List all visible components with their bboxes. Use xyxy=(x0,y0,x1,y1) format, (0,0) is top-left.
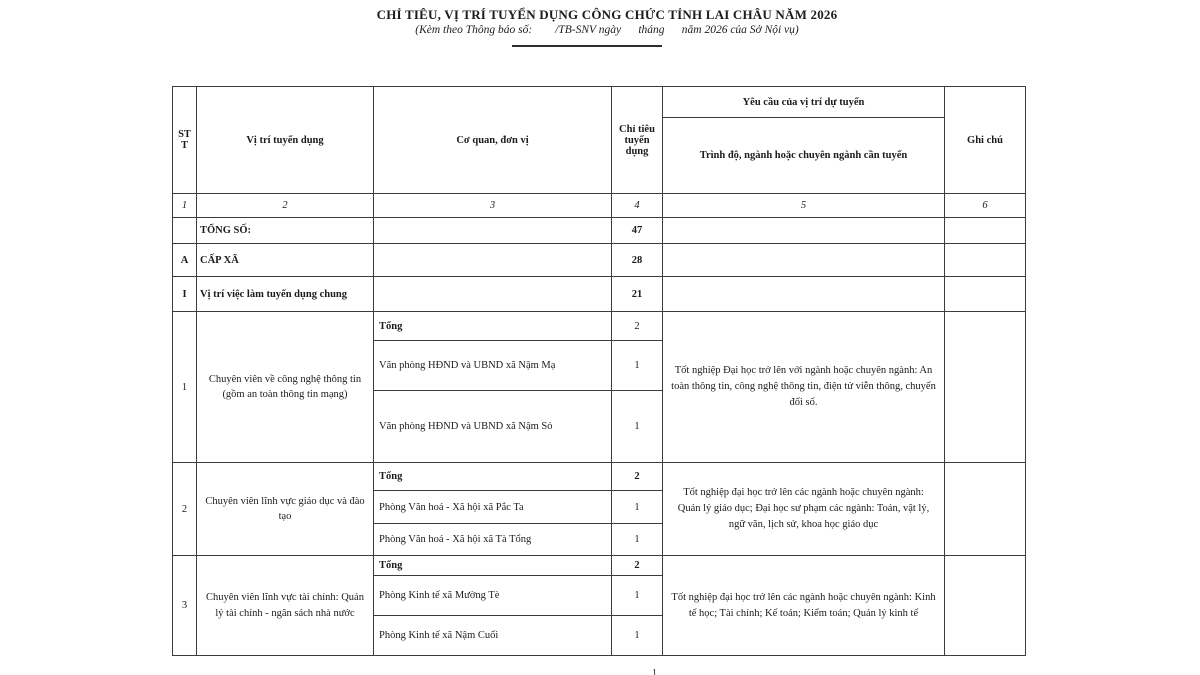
cell-note-empty xyxy=(945,277,1026,312)
header-cell-requirement: Trình độ, ngành hoặc chuyên ngành cần tuyển xyxy=(663,118,945,194)
cell-quota: 1 xyxy=(612,616,663,656)
cell-requirement-empty xyxy=(663,244,945,277)
cell-stt: 2 xyxy=(173,463,197,556)
cell-note xyxy=(945,556,1026,656)
cell-agency: Văn phòng HĐND và UBND xã Nậm Mạ xyxy=(374,341,612,391)
header-cell-position: Vị trí tuyển dụng xyxy=(197,87,374,194)
cell-note-empty xyxy=(945,218,1026,244)
cell-section-label: CẤP XÃ xyxy=(197,244,374,277)
recruitment-table xyxy=(172,86,1026,656)
cell-note-empty xyxy=(945,244,1026,277)
cell-agency: Phòng Kinh tế xã Mường Tè xyxy=(374,576,612,616)
cell-stt: 3 xyxy=(173,556,197,656)
cell-agency: Phòng Văn hoá - Xã hội xã Pắc Ta xyxy=(374,491,612,524)
cell-quota: 28 xyxy=(612,244,663,277)
cell-stt xyxy=(173,218,197,244)
cell-position: Chuyên viên lĩnh vực giáo dục và đào tạo xyxy=(197,463,374,556)
table-row xyxy=(173,312,1026,341)
cell-requirement-empty xyxy=(663,218,945,244)
header-cell-note: Ghi chú xyxy=(945,87,1026,194)
cell-quota: 2 xyxy=(612,463,663,491)
cell-requirement: Tốt nghiệp đại học trở lên các ngành hoặc chuyên ngành: Quản lý giáo dục; Đại học sư phạm các ngành: Toán, vật lý, ngữ văn, lịch sử, khoa học giáo dục xyxy=(663,463,945,556)
cell-quota: 2 xyxy=(612,556,663,576)
header-cell-quota: Chỉ tiêu tuyển dụng xyxy=(612,87,663,194)
cell-quota: 1 xyxy=(612,391,663,463)
cell-stt: A xyxy=(173,244,197,277)
cell-quota: 1 xyxy=(612,524,663,556)
header-cell-requirement-group: Yêu cầu của vị trí dự tuyển xyxy=(663,87,945,118)
cell-quota: 2 xyxy=(612,312,663,341)
column-number: 6 xyxy=(945,194,1026,218)
table-row xyxy=(173,277,1026,312)
cell-subtotal-label: Tổng xyxy=(374,312,612,341)
cell-note xyxy=(945,463,1026,556)
cell-quota: 21 xyxy=(612,277,663,312)
column-number: 1 xyxy=(173,194,197,218)
cell-subtotal-label: Tổng xyxy=(374,556,612,576)
cell-total-label: TỔNG SỐ: xyxy=(197,218,374,244)
cell-agency: Phòng Văn hoá - Xã hội xã Tà Tổng xyxy=(374,524,612,556)
cell-requirement: Tốt nghiệp Đại học trở lên với ngành hoặc chuyên ngành: An toàn thông tin, công nghệ thông tin, điện tử viễn thông, chuyển đổi số. xyxy=(663,312,945,463)
cell-position: Chuyên viên lĩnh vực tài chính: Quản lý tài chính - ngân sách nhà nước xyxy=(197,556,374,656)
cell-agency-empty xyxy=(374,277,612,312)
header-cell-stt: STT xyxy=(173,87,197,194)
table-row xyxy=(173,556,1026,576)
cell-section-label: Vị trí việc làm tuyển dụng chung xyxy=(197,277,374,312)
page-number: 1 xyxy=(652,668,657,675)
document-subtitle: (Kèm theo Thông báo số: /TB-SNV ngày tháng năm 2026 của Sở Nội vụ) xyxy=(415,24,799,36)
cell-quota: 1 xyxy=(612,576,663,616)
table-row xyxy=(173,244,1026,277)
table-row xyxy=(173,463,1026,491)
cell-agency-empty xyxy=(374,244,612,277)
column-number: 4 xyxy=(612,194,663,218)
table-row xyxy=(173,218,1026,244)
cell-stt: 1 xyxy=(173,312,197,463)
header-cell-agency: Cơ quan, đơn vị xyxy=(374,87,612,194)
cell-quota: 1 xyxy=(612,491,663,524)
cell-note xyxy=(945,312,1026,463)
cell-agency: Văn phòng HĐND và UBND xã Nậm Sỏ xyxy=(374,391,612,463)
cell-requirement: Tốt nghiệp đại học trở lên các ngành hoặc chuyên ngành: Kinh tế học; Tài chính; Kế toán; Kiểm toán; Quản lý kinh tế xyxy=(663,556,945,656)
cell-subtotal-label: Tổng xyxy=(374,463,612,491)
cell-quota: 47 xyxy=(612,218,663,244)
cell-requirement-empty xyxy=(663,277,945,312)
column-number: 2 xyxy=(197,194,374,218)
cell-quota: 1 xyxy=(612,341,663,391)
cell-position: Chuyên viên về công nghệ thông tin (gồm an toàn thông tin mạng) xyxy=(197,312,374,463)
subtitle-underline xyxy=(512,45,662,47)
column-number: 3 xyxy=(374,194,612,218)
cell-agency-empty xyxy=(374,218,612,244)
column-number: 5 xyxy=(663,194,945,218)
document-title: CHỈ TIÊU, VỊ TRÍ TUYỂN DỤNG CÔNG CHỨC TỈNH LAI CHÂU NĂM 2026 xyxy=(376,7,838,22)
cell-agency: Phòng Kinh tế xã Nậm Cuổi xyxy=(374,616,612,656)
cell-stt: I xyxy=(173,277,197,312)
